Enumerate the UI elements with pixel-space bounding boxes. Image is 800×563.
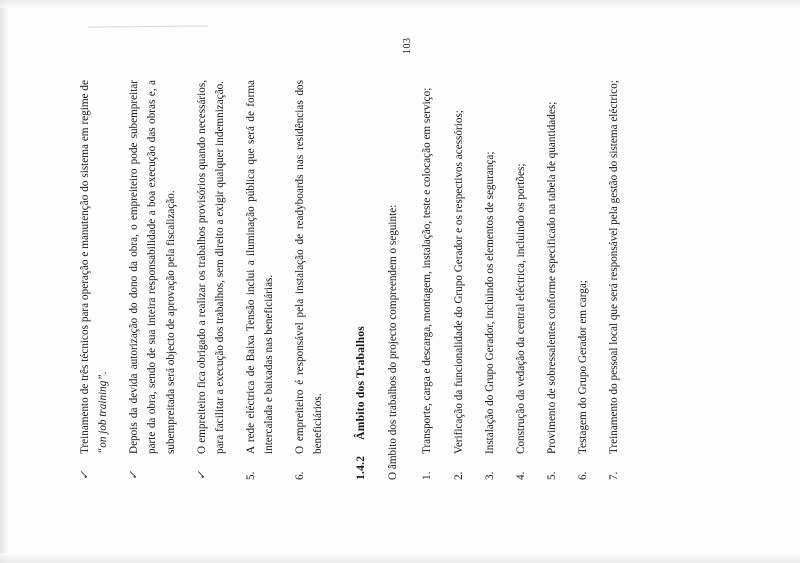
list-item: [605, 80, 623, 480]
list-item-number: 6.: [577, 471, 590, 480]
page-edge-shadow-bottom: [0, 553, 800, 563]
page-number: 103: [402, 37, 413, 54]
list-item: [418, 80, 436, 480]
list-item-number: 4.: [514, 471, 527, 480]
page-edge-shadow-top: [0, 0, 800, 8]
bullet-list: [76, 80, 229, 480]
list-item: [481, 80, 499, 480]
list-item-text-before: Treinamento de três técnicos para operação e manutenção do sistema em regime de: [79, 79, 91, 454]
page-edge-shadow-left: [0, 0, 10, 563]
list-item-number: 5.: [244, 471, 257, 480]
section-intro-text: O âmbito dos trabalhos do projecto compreendem o seguinte:: [386, 204, 399, 480]
list-item-text: Depois da devida autorização do dono da obra, o empreiteiro pode subempreitar parte da obra, sendo de sua inteira responsabilidade a boa execução das obras e, a subempreitada será objecto de aprovação pela fiscalização.: [128, 79, 177, 454]
list-item: [512, 80, 530, 480]
list-item-text: Treinamento do pessoal local que será responsável pela gestão do sistema eléctrico;: [608, 79, 621, 454]
check-icon: ✓: [195, 470, 208, 480]
section-heading: [354, 80, 367, 480]
list-item-text: Instalação do Grupo Gerador, incluindo os elementos de segurança;: [483, 151, 496, 454]
list-item-text-italic: “on job training”: [97, 373, 110, 454]
list-item-number: 1.: [421, 471, 434, 480]
section-title: Âmbito dos Trabalhos: [353, 325, 367, 440]
list-item-text: [76, 80, 112, 454]
list-item-text: Construção da vedação da central eléctrica, incluindo os portões;: [514, 163, 527, 454]
list-item-text: O empreiteiro fica obrigado a realizar os trabalhos provisórios quando necessários, para facilitar a execução dos trabalhos, sem direito a exigir qualquer indemnização.: [195, 79, 226, 454]
list-item: [193, 80, 229, 480]
list-item: [574, 80, 592, 480]
list-item-text: A rede eléctrica de Baixa Tensão inclui a iluminação pública que será de forma intercalada e baixadas nas beneficiárias.: [244, 79, 276, 454]
check-icon: ✓: [79, 470, 91, 480]
list-item-text-after: .: [97, 371, 110, 374]
list-item-text: Testagem do Grupo Gerador em carga;: [577, 279, 590, 454]
list-item: [242, 80, 278, 480]
rotated-page-content: [40, 32, 760, 532]
list-item-number: 7.: [608, 471, 621, 480]
list-item: [76, 80, 112, 480]
list-item-number: 2.: [452, 471, 465, 480]
list-item-text: Verificação da funcionalidade do Grupo Gerador e os respectivos acessórios;: [452, 109, 465, 454]
list-item: [543, 80, 561, 480]
list-item-number: 5.: [546, 471, 559, 480]
list-item-text: O empreiteiro é responsável pela instalação de readyboards nas residências dos beneficiários.: [294, 79, 325, 454]
text-column: [74, 80, 636, 480]
list-item-text: Transporte, carga e descarga, montagem, instalação, teste e colocação em serviço;: [421, 87, 434, 454]
numbered-list-continued: [242, 80, 328, 480]
list-item: [125, 80, 179, 480]
list-item: [450, 80, 468, 480]
scan-artifact-line: [88, 25, 208, 27]
scope-numbered-list: [418, 80, 623, 480]
list-item-number: 6.: [294, 471, 307, 480]
section-number: 1.4.2: [353, 455, 367, 480]
list-item: [291, 80, 327, 480]
check-icon: ✓: [128, 470, 141, 480]
list-item-text: Provimento de sobressalentes conforme especificado na tabela de quantidades;: [546, 101, 559, 454]
list-item-number: 3.: [483, 471, 496, 480]
